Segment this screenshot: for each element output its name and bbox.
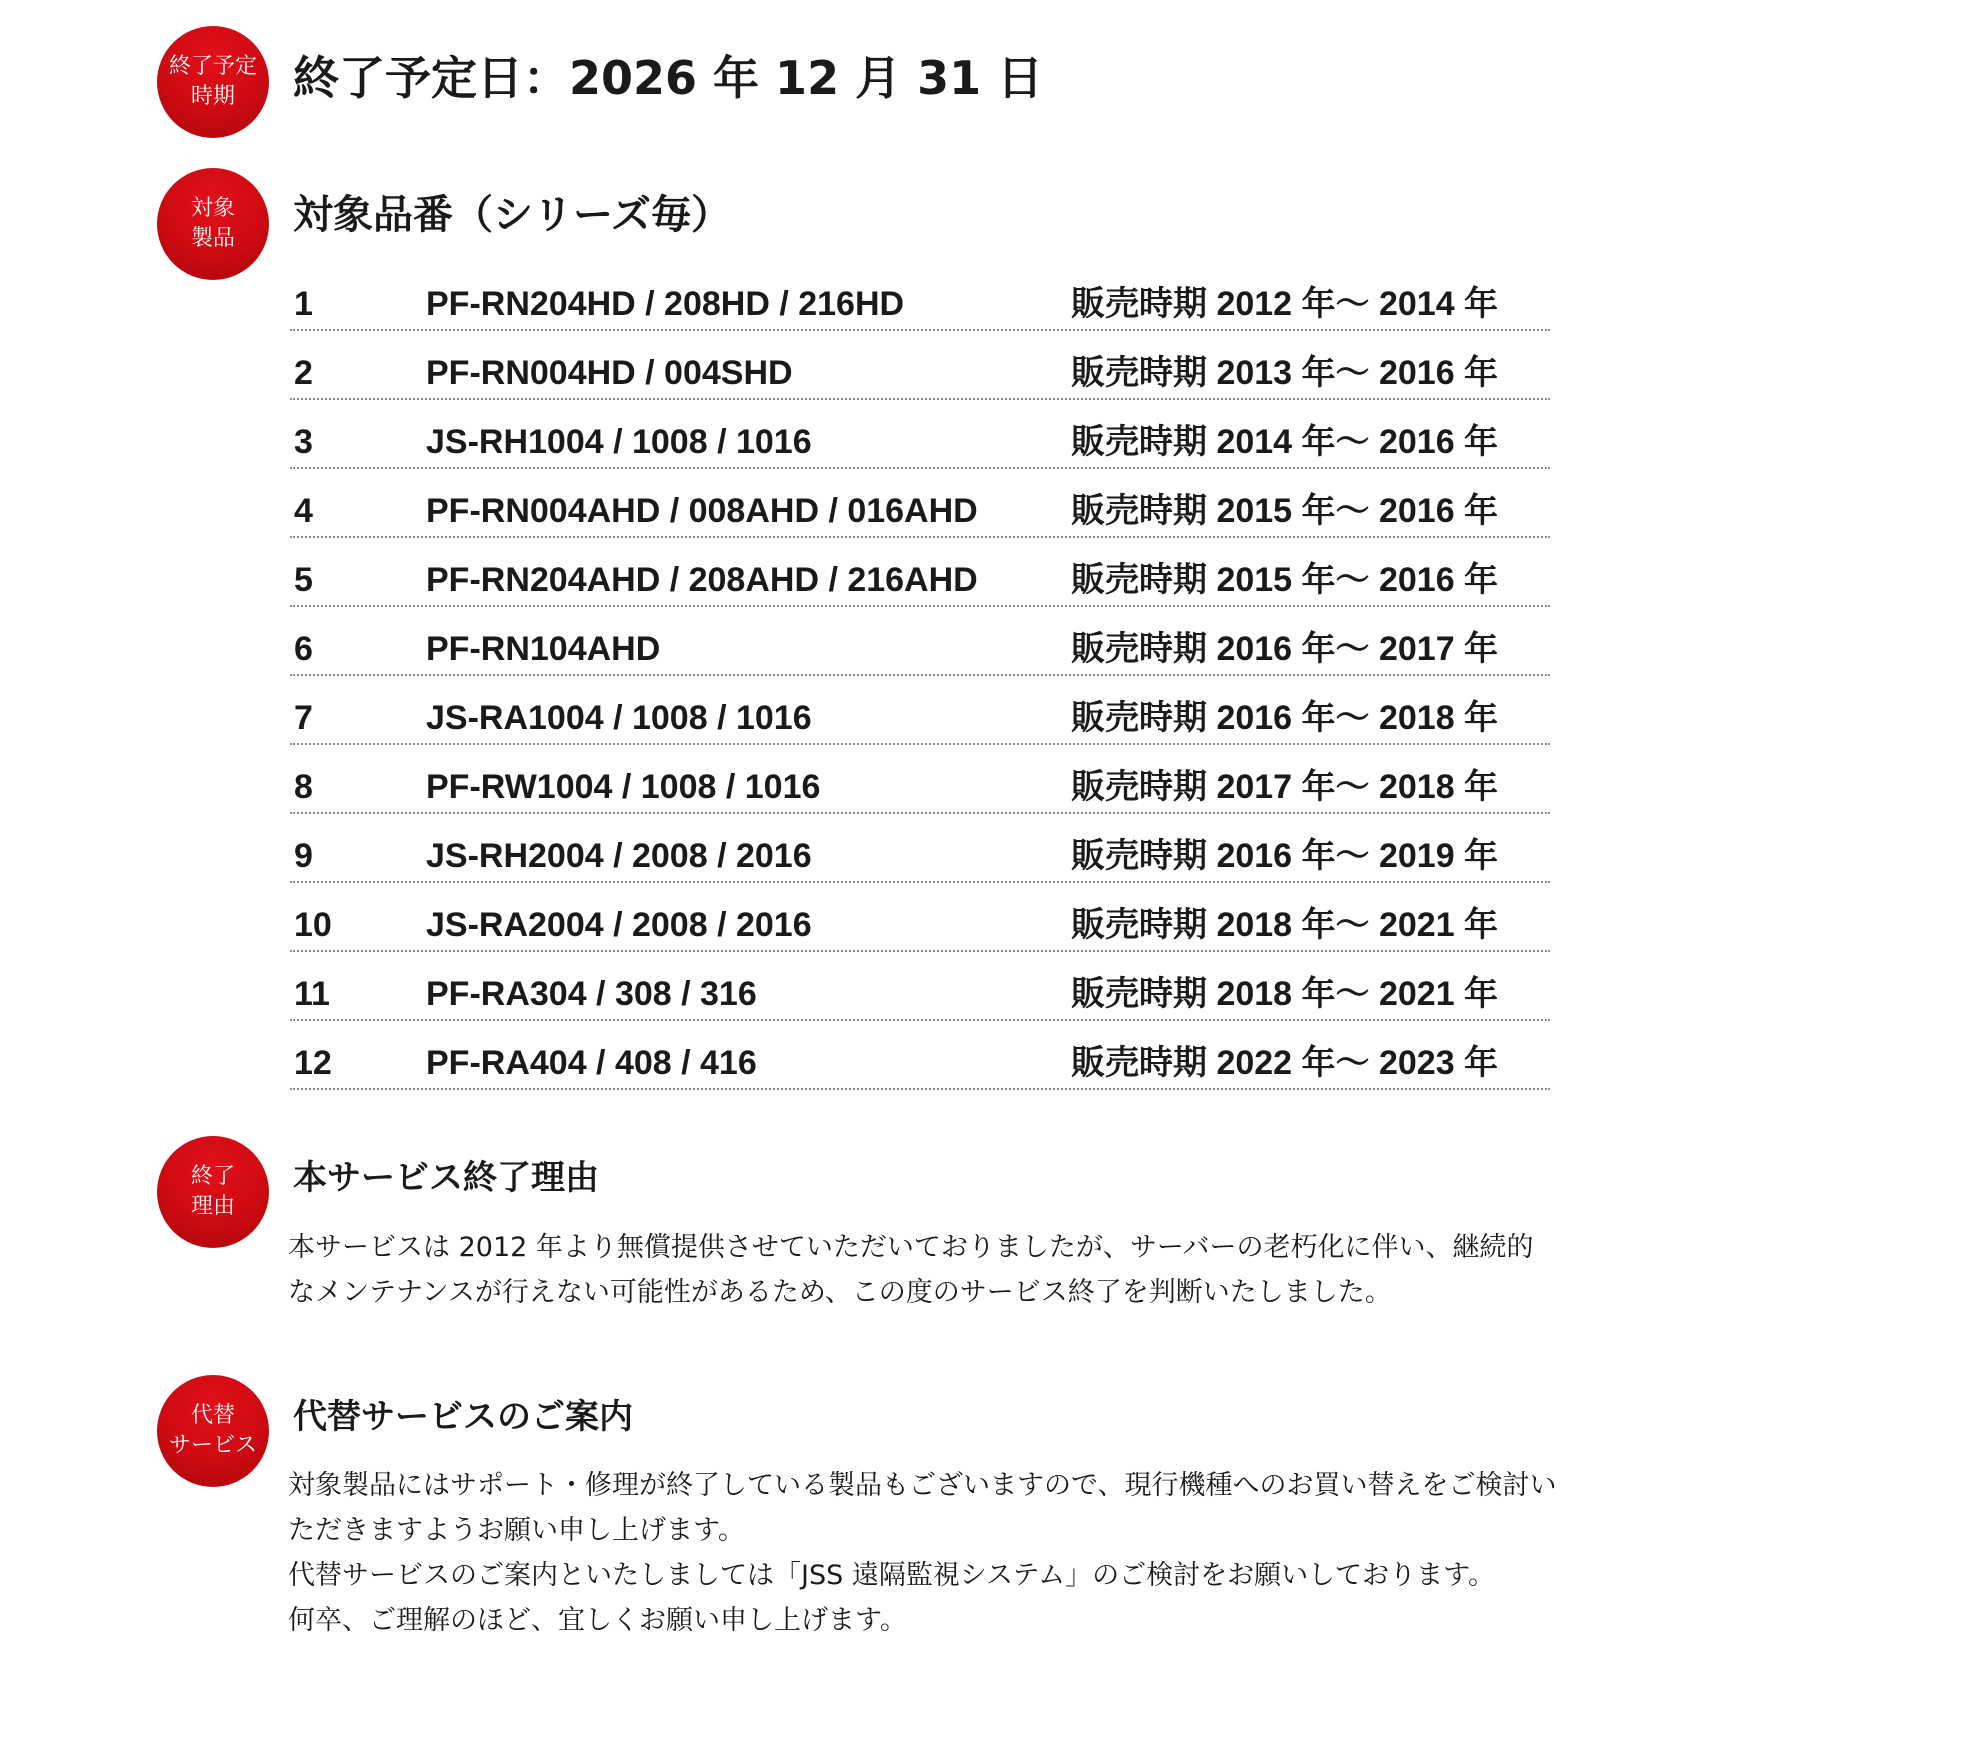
reason-paragraph: 本サービスは 2012 年より無償提供させていただいておりましたが、サーバーの老朽化に伴い、継続的なメンテナンスが行えない可能性があるため、この度のサービス終了を判断いたしました。 [288, 1232, 1534, 1308]
product-model: PF-RA404 / 408 / 416 [426, 1044, 757, 1082]
product-model: JS-RH1004 / 1008 / 1016 [426, 423, 812, 461]
badge-label-line2: サービス [168, 1433, 257, 1458]
badge-label-line2: 製品 [190, 226, 235, 251]
sales-period: 販売時期 2017 年〜 2018 年 [1071, 768, 1499, 806]
sales-period: 販売時期 2015 年〜 2016 年 [1071, 492, 1499, 530]
badge-label-line1: 代替 [190, 1403, 235, 1428]
end-date-badge [157, 26, 269, 138]
product-row [290, 883, 1550, 952]
sales-period: 販売時期 2016 年〜 2018 年 [1071, 699, 1499, 737]
sales-period: 販売時期 2012 年〜 2014 年 [1071, 285, 1499, 323]
sales-period: 販売時期 2018 年〜 2021 年 [1071, 906, 1499, 944]
alternative-paragraph: 何卒、ご理解のほど、宜しくお願い申し上げます。 [288, 1605, 907, 1636]
product-model: JS-RA1004 / 1008 / 1016 [426, 699, 812, 737]
badge-label-line2: 時期 [190, 84, 235, 109]
sales-period: 販売時期 2018 年〜 2021 年 [1071, 975, 1499, 1013]
product-model: JS-RH2004 / 2008 / 2016 [426, 837, 812, 875]
product-number: 3 [294, 423, 313, 461]
product-row [290, 331, 1550, 400]
sales-period: 販売時期 2015 年〜 2016 年 [1071, 561, 1499, 599]
alternative-badge [157, 1375, 269, 1487]
product-row [290, 1021, 1550, 1090]
product-number: 6 [294, 630, 313, 668]
product-model: PF-RN104AHD [426, 630, 661, 668]
product-row [290, 538, 1550, 607]
product-model: PF-RN204HD / 208HD / 216HD [426, 285, 905, 323]
product-number: 4 [294, 492, 313, 530]
reason-body [288, 1225, 1558, 1315]
badge-label-line1: 終了 [190, 1164, 235, 1189]
reason-heading: 本サービス終了理由 [293, 1158, 599, 1198]
product-number: 11 [294, 975, 330, 1013]
product-number: 8 [294, 768, 313, 806]
badge-label-line2: 理由 [190, 1194, 235, 1219]
alternative-paragraph: 対象製品にはサポート・修理が終了している製品もございますので、現行機種へのお買い替えをご検討いただきますようお願い申し上げます。 [288, 1470, 1557, 1546]
product-number: 2 [294, 354, 313, 392]
product-row [290, 400, 1550, 469]
sales-period: 販売時期 2022 年〜 2023 年 [1071, 1044, 1499, 1082]
product-model: PF-RA304 / 308 / 316 [426, 975, 757, 1013]
product-list [290, 262, 1550, 1090]
product-row [290, 676, 1550, 745]
product-number: 1 [294, 285, 313, 323]
alternative-body [288, 1463, 1558, 1643]
product-model: PF-RW1004 / 1008 / 1016 [426, 768, 821, 806]
products-badge [157, 168, 269, 280]
product-number: 12 [294, 1044, 332, 1082]
alternative-paragraph: 代替サービスのご案内といたしましては「JSS 遠隔監視システム」のご検討をお願いしております。 [288, 1560, 1495, 1591]
badge-label-line1: 対象 [190, 196, 235, 221]
product-model: PF-RN004HD / 004SHD [426, 354, 793, 392]
product-number: 7 [294, 699, 313, 737]
product-number: 5 [294, 561, 313, 599]
alternative-heading: 代替サービスのご案内 [293, 1397, 633, 1437]
product-number: 9 [294, 837, 313, 875]
sales-period: 販売時期 2016 年〜 2017 年 [1071, 630, 1499, 668]
sales-period: 販売時期 2013 年〜 2016 年 [1071, 354, 1499, 392]
sales-period: 販売時期 2016 年〜 2019 年 [1071, 837, 1499, 875]
reason-badge [157, 1136, 269, 1248]
badge-label-line1: 終了予定 [168, 54, 257, 79]
product-number: 10 [294, 906, 332, 944]
end-date-heading: 終了予定日：2026 年 12 月 31 日 [293, 51, 1044, 105]
product-row [290, 814, 1550, 883]
product-row [290, 607, 1550, 676]
products-heading: 対象品番（シリーズ毎） [293, 192, 731, 238]
product-row [290, 952, 1550, 1021]
product-row [290, 262, 1550, 331]
product-row [290, 745, 1550, 814]
product-model: PF-RN004AHD / 008AHD / 016AHD [426, 492, 978, 530]
product-model: PF-RN204AHD / 208AHD / 216AHD [426, 561, 978, 599]
sales-period: 販売時期 2014 年〜 2016 年 [1071, 423, 1499, 461]
product-model: JS-RA2004 / 2008 / 2016 [426, 906, 812, 944]
product-row [290, 469, 1550, 538]
